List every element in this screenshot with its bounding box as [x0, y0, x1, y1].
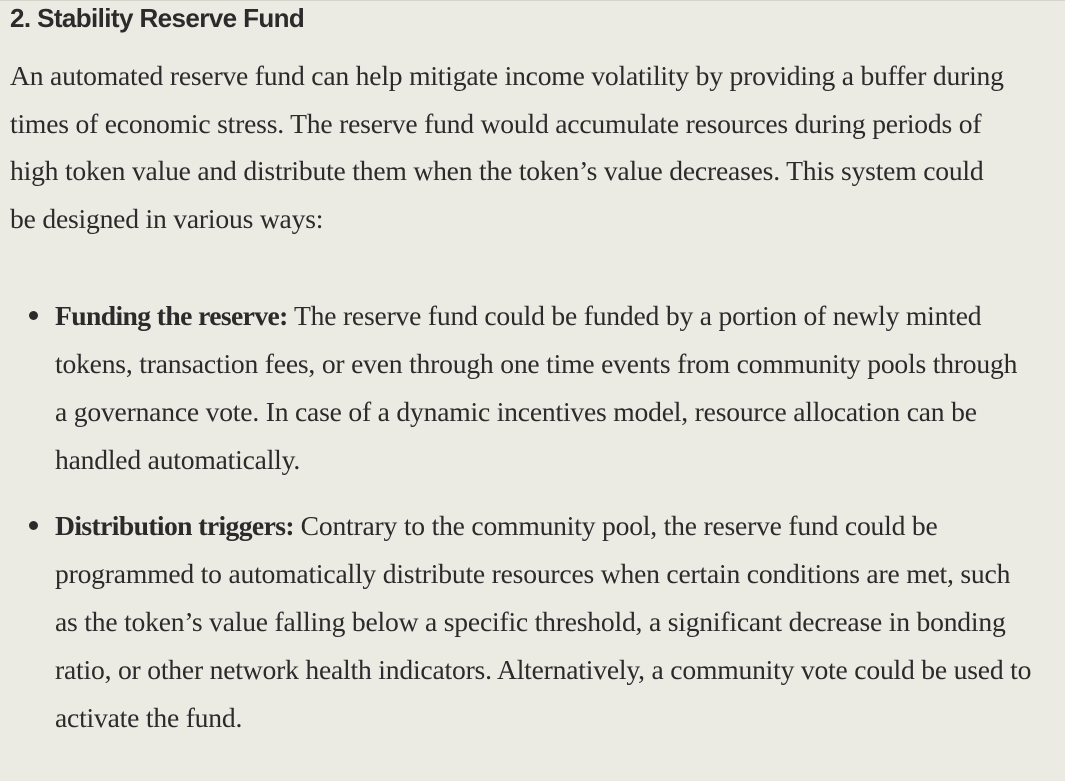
bullet-title: Distribution triggers:	[55, 510, 294, 541]
list-item-distribution-triggers	[0, 502, 1035, 742]
bullet-text: The reserve fund could be funded by a portion of newly minted tokens, transaction fees, or even through one time events from community pools through a governance vote. In case of a dynamic incentives model, resource allocation can be handled automatically.	[55, 300, 1018, 475]
intro-paragraph: An automated reserve fund can help mitigate income volatility by providing a buffer during times of economic stress. The reserve fund would accumulate resources during periods of high token value and distribute them when the token’s value decreases. This system could be designed in various ways:	[10, 60, 1004, 234]
bullet-list	[0, 292, 1065, 760]
bullet-dot-icon	[29, 521, 38, 530]
bullet-title: Funding the reserve:	[55, 300, 288, 331]
section-heading: 2. Stability Reserve Fund	[10, 3, 305, 33]
list-item-funding-the-reserve	[0, 292, 1035, 484]
bullet-text: Contrary to the community pool, the reserve fund could be programmed to automatically distribute resources when certain conditions are met, such as the token’s value falling below a specific threshold, a significant decrease in bonding ratio, or other network health indicators. Alternatively, a community vote could be used to activate the fund.	[55, 510, 1032, 733]
bullet-dot-icon	[29, 311, 38, 320]
